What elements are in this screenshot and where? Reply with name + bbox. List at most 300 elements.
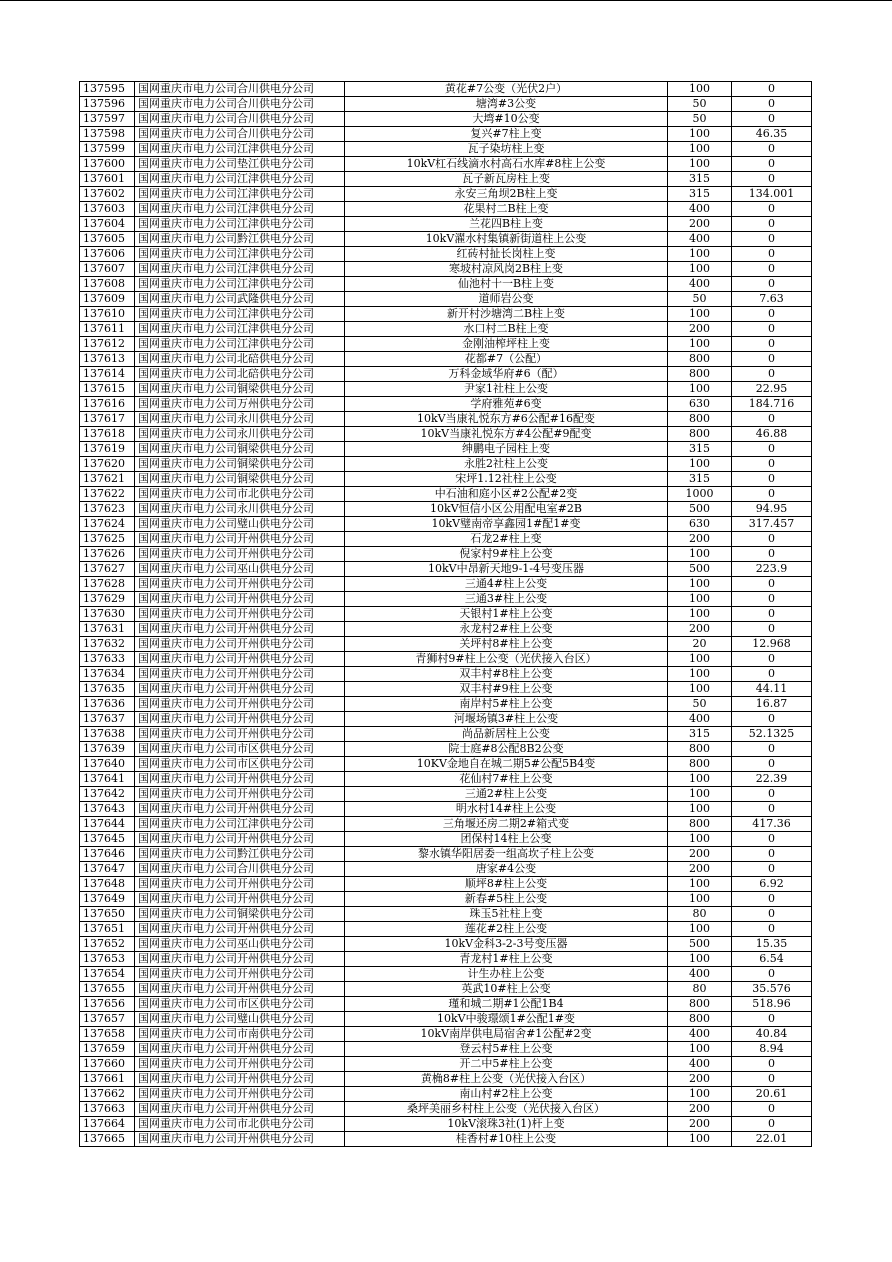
row-id: 137607 bbox=[80, 262, 135, 277]
capacity: 315 bbox=[668, 472, 732, 487]
load-value: 0 bbox=[732, 922, 812, 937]
table-row bbox=[80, 427, 812, 442]
company-name: 国网重庆市电力公司开州供电分公司 bbox=[135, 622, 345, 637]
load-value: 0 bbox=[732, 172, 812, 187]
company-name: 国网重庆市电力公司开州供电分公司 bbox=[135, 952, 345, 967]
transformer-name: 10kV金科3-2-3号变压器 bbox=[345, 937, 668, 952]
load-value: 0 bbox=[732, 202, 812, 217]
table-row bbox=[80, 577, 812, 592]
load-value: 0 bbox=[732, 157, 812, 172]
company-name: 国网重庆市电力公司开州供电分公司 bbox=[135, 1102, 345, 1117]
capacity: 630 bbox=[668, 397, 732, 412]
transformer-name: 倪家村9#柱上公变 bbox=[345, 547, 668, 562]
row-id: 137613 bbox=[80, 352, 135, 367]
company-name: 国网重庆市电力公司开州供电分公司 bbox=[135, 592, 345, 607]
capacity: 100 bbox=[668, 922, 732, 937]
table-row bbox=[80, 712, 812, 727]
capacity: 500 bbox=[668, 937, 732, 952]
load-value: 0 bbox=[732, 667, 812, 682]
table-row bbox=[80, 247, 812, 262]
capacity: 200 bbox=[668, 1117, 732, 1132]
company-name: 国网重庆市电力公司开州供电分公司 bbox=[135, 697, 345, 712]
load-value: 0 bbox=[732, 472, 812, 487]
row-id: 137634 bbox=[80, 667, 135, 682]
capacity: 800 bbox=[668, 742, 732, 757]
capacity: 200 bbox=[668, 532, 732, 547]
capacity: 100 bbox=[668, 667, 732, 682]
row-id: 137650 bbox=[80, 907, 135, 922]
transformer-name: 三通2#柱上公变 bbox=[345, 787, 668, 802]
row-id: 137600 bbox=[80, 157, 135, 172]
load-value: 16.87 bbox=[732, 697, 812, 712]
company-name: 国网重庆市电力公司巫山供电分公司 bbox=[135, 937, 345, 952]
row-id: 137622 bbox=[80, 487, 135, 502]
load-value: 0 bbox=[732, 547, 812, 562]
company-name: 国网重庆市电力公司开州供电分公司 bbox=[135, 1132, 345, 1147]
load-value: 0 bbox=[732, 832, 812, 847]
table-row bbox=[80, 472, 812, 487]
row-id: 137662 bbox=[80, 1087, 135, 1102]
row-id: 137608 bbox=[80, 277, 135, 292]
load-value: 0 bbox=[732, 862, 812, 877]
load-value: 0 bbox=[732, 352, 812, 367]
transformer-name: 瓦子新瓦房柱上变 bbox=[345, 172, 668, 187]
load-value: 22.39 bbox=[732, 772, 812, 787]
row-id: 137618 bbox=[80, 427, 135, 442]
company-name: 国网重庆市电力公司江津供电分公司 bbox=[135, 322, 345, 337]
company-name: 国网重庆市电力公司开州供电分公司 bbox=[135, 787, 345, 802]
capacity: 50 bbox=[668, 112, 732, 127]
load-value: 0 bbox=[732, 1117, 812, 1132]
capacity: 80 bbox=[668, 907, 732, 922]
company-name: 国网重庆市电力公司市北供电分公司 bbox=[135, 487, 345, 502]
transformer-name: 桂香村#10柱上公变 bbox=[345, 1132, 668, 1147]
row-id: 137661 bbox=[80, 1072, 135, 1087]
table-row bbox=[80, 82, 812, 97]
capacity: 400 bbox=[668, 202, 732, 217]
company-name: 国网重庆市电力公司开州供电分公司 bbox=[135, 727, 345, 742]
transformer-name: 水口村二B柱上变 bbox=[345, 322, 668, 337]
table-row bbox=[80, 232, 812, 247]
capacity: 400 bbox=[668, 967, 732, 982]
capacity: 100 bbox=[668, 607, 732, 622]
company-name: 国网重庆市电力公司北碚供电分公司 bbox=[135, 367, 345, 382]
table-row bbox=[80, 892, 812, 907]
row-id: 137626 bbox=[80, 547, 135, 562]
capacity: 500 bbox=[668, 562, 732, 577]
transformer-name: 10kV中骏璟颂1#公配1#变 bbox=[345, 1012, 668, 1027]
table-row bbox=[80, 742, 812, 757]
load-value: 0 bbox=[732, 712, 812, 727]
table-row bbox=[80, 1057, 812, 1072]
row-id: 137643 bbox=[80, 802, 135, 817]
capacity: 200 bbox=[668, 862, 732, 877]
capacity: 100 bbox=[668, 457, 732, 472]
company-name: 国网重庆市电力公司开州供电分公司 bbox=[135, 652, 345, 667]
load-value: 0 bbox=[732, 337, 812, 352]
transformer-name: 桑坪美丽乡村柱上公变（光伏接入台区） bbox=[345, 1102, 668, 1117]
transformer-name: 新春#5柱上公变 bbox=[345, 892, 668, 907]
load-value: 0 bbox=[732, 607, 812, 622]
company-name: 国网重庆市电力公司江津供电分公司 bbox=[135, 307, 345, 322]
capacity: 100 bbox=[668, 877, 732, 892]
table-row bbox=[80, 1042, 812, 1057]
load-value: 22.01 bbox=[732, 1132, 812, 1147]
capacity: 200 bbox=[668, 1102, 732, 1117]
row-id: 137620 bbox=[80, 457, 135, 472]
load-value: 0 bbox=[732, 1012, 812, 1027]
row-id: 137628 bbox=[80, 577, 135, 592]
capacity: 100 bbox=[668, 1042, 732, 1057]
transformer-name: 院士庭#8公配8B2公变 bbox=[345, 742, 668, 757]
row-id: 137654 bbox=[80, 967, 135, 982]
row-id: 137619 bbox=[80, 442, 135, 457]
row-id: 137611 bbox=[80, 322, 135, 337]
company-name: 国网重庆市电力公司江津供电分公司 bbox=[135, 337, 345, 352]
table-row bbox=[80, 187, 812, 202]
table-row bbox=[80, 952, 812, 967]
table-row bbox=[80, 277, 812, 292]
row-id: 137664 bbox=[80, 1117, 135, 1132]
table-row bbox=[80, 442, 812, 457]
load-value: 417.36 bbox=[732, 817, 812, 832]
company-name: 国网重庆市电力公司开州供电分公司 bbox=[135, 892, 345, 907]
table-row bbox=[80, 142, 812, 157]
row-id: 137617 bbox=[80, 412, 135, 427]
load-value: 22.95 bbox=[732, 382, 812, 397]
table-row bbox=[80, 487, 812, 502]
load-value: 0 bbox=[732, 217, 812, 232]
row-id: 137597 bbox=[80, 112, 135, 127]
capacity: 100 bbox=[668, 247, 732, 262]
table-row bbox=[80, 127, 812, 142]
table-row bbox=[80, 322, 812, 337]
capacity: 100 bbox=[668, 142, 732, 157]
transformer-name: 登云村5#柱上公变 bbox=[345, 1042, 668, 1057]
row-id: 137638 bbox=[80, 727, 135, 742]
transformer-name: 宋坪1.12社柱上公变 bbox=[345, 472, 668, 487]
load-value: 15.35 bbox=[732, 937, 812, 952]
transformer-name: 尹家1社柱上公变 bbox=[345, 382, 668, 397]
capacity: 100 bbox=[668, 127, 732, 142]
capacity: 100 bbox=[668, 772, 732, 787]
table-row bbox=[80, 967, 812, 982]
company-name: 国网重庆市电力公司开州供电分公司 bbox=[135, 712, 345, 727]
load-value: 0 bbox=[732, 847, 812, 862]
table-row bbox=[80, 262, 812, 277]
transformer-name: 黄桷8#柱上公变（光伏接入台区） bbox=[345, 1072, 668, 1087]
capacity: 100 bbox=[668, 802, 732, 817]
table-row bbox=[80, 592, 812, 607]
row-id: 137623 bbox=[80, 502, 135, 517]
company-name: 国网重庆市电力公司铜梁供电分公司 bbox=[135, 442, 345, 457]
table-row bbox=[80, 667, 812, 682]
row-id: 137596 bbox=[80, 97, 135, 112]
capacity: 100 bbox=[668, 82, 732, 97]
company-name: 国网重庆市电力公司垫江供电分公司 bbox=[135, 157, 345, 172]
company-name: 国网重庆市电力公司合川供电分公司 bbox=[135, 112, 345, 127]
table-row bbox=[80, 637, 812, 652]
capacity: 100 bbox=[668, 652, 732, 667]
company-name: 国网重庆市电力公司武隆供电分公司 bbox=[135, 292, 345, 307]
company-name: 国网重庆市电力公司开州供电分公司 bbox=[135, 877, 345, 892]
table-row bbox=[80, 562, 812, 577]
load-value: 0 bbox=[732, 367, 812, 382]
load-value: 0 bbox=[732, 652, 812, 667]
capacity: 200 bbox=[668, 1072, 732, 1087]
table-row bbox=[80, 547, 812, 562]
load-value: 6.92 bbox=[732, 877, 812, 892]
row-id: 137612 bbox=[80, 337, 135, 352]
transformer-name: 兰花四B柱上变 bbox=[345, 217, 668, 232]
company-name: 国网重庆市电力公司开州供电分公司 bbox=[135, 967, 345, 982]
load-value: 0 bbox=[732, 757, 812, 772]
table-row bbox=[80, 157, 812, 172]
capacity: 80 bbox=[668, 982, 732, 997]
capacity: 400 bbox=[668, 1057, 732, 1072]
transformer-name: 10KV金地自在城二期5#公配5B4变 bbox=[345, 757, 668, 772]
company-name: 国网重庆市电力公司铜梁供电分公司 bbox=[135, 907, 345, 922]
transformer-name: 珠玉5社柱上变 bbox=[345, 907, 668, 922]
company-name: 国网重庆市电力公司永川供电分公司 bbox=[135, 427, 345, 442]
table-row bbox=[80, 1117, 812, 1132]
capacity: 100 bbox=[668, 157, 732, 172]
company-name: 国网重庆市电力公司市北供电分公司 bbox=[135, 1117, 345, 1132]
company-name: 国网重庆市电力公司开州供电分公司 bbox=[135, 682, 345, 697]
transformer-name: 仙池村十一B柱上变 bbox=[345, 277, 668, 292]
capacity: 100 bbox=[668, 592, 732, 607]
capacity: 50 bbox=[668, 697, 732, 712]
table-row bbox=[80, 652, 812, 667]
company-name: 国网重庆市电力公司万州供电分公司 bbox=[135, 397, 345, 412]
table-row bbox=[80, 517, 812, 532]
company-name: 国网重庆市电力公司市区供电分公司 bbox=[135, 757, 345, 772]
load-value: 20.61 bbox=[732, 1087, 812, 1102]
row-id: 137603 bbox=[80, 202, 135, 217]
load-value: 8.94 bbox=[732, 1042, 812, 1057]
transformer-name: 10kV滚珠3社(1)杆上变 bbox=[345, 1117, 668, 1132]
capacity: 100 bbox=[668, 577, 732, 592]
capacity: 100 bbox=[668, 337, 732, 352]
load-value: 0 bbox=[732, 487, 812, 502]
table-row bbox=[80, 532, 812, 547]
row-id: 137646 bbox=[80, 847, 135, 862]
load-value: 35.576 bbox=[732, 982, 812, 997]
table-row bbox=[80, 217, 812, 232]
company-name: 国网重庆市电力公司江津供电分公司 bbox=[135, 217, 345, 232]
table-row bbox=[80, 457, 812, 472]
row-id: 137630 bbox=[80, 607, 135, 622]
load-value: 0 bbox=[732, 232, 812, 247]
transformer-name: 黄花#7公变（光伏2户） bbox=[345, 82, 668, 97]
company-name: 国网重庆市电力公司开州供电分公司 bbox=[135, 667, 345, 682]
load-value: 12.968 bbox=[732, 637, 812, 652]
company-name: 国网重庆市电力公司江津供电分公司 bbox=[135, 202, 345, 217]
row-id: 137658 bbox=[80, 1027, 135, 1042]
company-name: 国网重庆市电力公司璧山供电分公司 bbox=[135, 517, 345, 532]
capacity: 100 bbox=[668, 547, 732, 562]
load-value: 0 bbox=[732, 892, 812, 907]
load-value: 44.11 bbox=[732, 682, 812, 697]
table-row bbox=[80, 307, 812, 322]
row-id: 137636 bbox=[80, 697, 135, 712]
table-row bbox=[80, 337, 812, 352]
table-row bbox=[80, 502, 812, 517]
table-row bbox=[80, 922, 812, 937]
row-id: 137642 bbox=[80, 787, 135, 802]
transformer-name: 青狮村9#柱上公变（光伏接入台区） bbox=[345, 652, 668, 667]
company-name: 国网重庆市电力公司合川供电分公司 bbox=[135, 82, 345, 97]
capacity: 800 bbox=[668, 817, 732, 832]
load-value: 6.54 bbox=[732, 952, 812, 967]
row-id: 137635 bbox=[80, 682, 135, 697]
capacity: 20 bbox=[668, 637, 732, 652]
company-name: 国网重庆市电力公司开州供电分公司 bbox=[135, 532, 345, 547]
load-value: 0 bbox=[732, 742, 812, 757]
row-id: 137653 bbox=[80, 952, 135, 967]
company-name: 国网重庆市电力公司铜梁供电分公司 bbox=[135, 457, 345, 472]
company-name: 国网重庆市电力公司开州供电分公司 bbox=[135, 922, 345, 937]
row-id: 137621 bbox=[80, 472, 135, 487]
capacity: 315 bbox=[668, 727, 732, 742]
transformer-name: 10kV当康礼悦东方#6公配#16配变 bbox=[345, 412, 668, 427]
table-row bbox=[80, 412, 812, 427]
row-id: 137625 bbox=[80, 532, 135, 547]
load-value: 0 bbox=[732, 1102, 812, 1117]
transformer-name: 计生办柱上公变 bbox=[345, 967, 668, 982]
transformer-name: 万科金域华府#6（配） bbox=[345, 367, 668, 382]
capacity: 315 bbox=[668, 442, 732, 457]
load-value: 0 bbox=[732, 142, 812, 157]
company-name: 国网重庆市电力公司开州供电分公司 bbox=[135, 547, 345, 562]
transformer-name: 三通4#柱上公变 bbox=[345, 577, 668, 592]
row-id: 137656 bbox=[80, 997, 135, 1012]
capacity: 800 bbox=[668, 427, 732, 442]
load-value: 0 bbox=[732, 1057, 812, 1072]
table-row bbox=[80, 817, 812, 832]
load-value: 40.84 bbox=[732, 1027, 812, 1042]
load-value: 184.716 bbox=[732, 397, 812, 412]
transformer-name: 石龙2#柱上变 bbox=[345, 532, 668, 547]
transformer-name: 新开村沙塘湾二B柱上变 bbox=[345, 307, 668, 322]
transformer-name: 10kV璧南帝享鑫园1#配1#变 bbox=[345, 517, 668, 532]
capacity: 800 bbox=[668, 412, 732, 427]
row-id: 137606 bbox=[80, 247, 135, 262]
page-top-rule bbox=[0, 0, 892, 1]
transformer-name: 瑾和城二期#1公配1B4 bbox=[345, 997, 668, 1012]
capacity: 800 bbox=[668, 997, 732, 1012]
company-name: 国网重庆市电力公司江津供电分公司 bbox=[135, 277, 345, 292]
transformer-name: 塘湾#3公变 bbox=[345, 97, 668, 112]
row-id: 137602 bbox=[80, 187, 135, 202]
table-row bbox=[80, 862, 812, 877]
capacity: 50 bbox=[668, 292, 732, 307]
transformer-name: 绅鹏电子园柱上变 bbox=[345, 442, 668, 457]
company-name: 国网重庆市电力公司江津供电分公司 bbox=[135, 262, 345, 277]
company-name: 国网重庆市电力公司江津供电分公司 bbox=[135, 247, 345, 262]
load-value: 94.95 bbox=[732, 502, 812, 517]
table-body bbox=[80, 82, 812, 1147]
transformer-name: 10kV濯水村集镇新街道柱上公变 bbox=[345, 232, 668, 247]
load-value: 0 bbox=[732, 592, 812, 607]
row-id: 137631 bbox=[80, 622, 135, 637]
capacity: 400 bbox=[668, 712, 732, 727]
table-row bbox=[80, 1012, 812, 1027]
company-name: 国网重庆市电力公司开州供电分公司 bbox=[135, 607, 345, 622]
table-row bbox=[80, 697, 812, 712]
load-value: 0 bbox=[732, 112, 812, 127]
capacity: 100 bbox=[668, 952, 732, 967]
capacity: 200 bbox=[668, 622, 732, 637]
row-id: 137660 bbox=[80, 1057, 135, 1072]
row-id: 137614 bbox=[80, 367, 135, 382]
row-id: 137651 bbox=[80, 922, 135, 937]
table-row bbox=[80, 1087, 812, 1102]
transformer-name: 顺坪8#柱上公变 bbox=[345, 877, 668, 892]
row-id: 137601 bbox=[80, 172, 135, 187]
capacity: 100 bbox=[668, 1132, 732, 1147]
load-value: 0 bbox=[732, 907, 812, 922]
table-row bbox=[80, 367, 812, 382]
load-value: 0 bbox=[732, 577, 812, 592]
company-name: 国网重庆市电力公司江津供电分公司 bbox=[135, 142, 345, 157]
transformer-name: 双丰村#9柱上公变 bbox=[345, 682, 668, 697]
company-name: 国网重庆市电力公司江津供电分公司 bbox=[135, 187, 345, 202]
capacity: 800 bbox=[668, 367, 732, 382]
table-row bbox=[80, 397, 812, 412]
company-name: 国网重庆市电力公司璧山供电分公司 bbox=[135, 1012, 345, 1027]
transformer-name: 英武10#柱上公变 bbox=[345, 982, 668, 997]
table-row bbox=[80, 832, 812, 847]
row-id: 137640 bbox=[80, 757, 135, 772]
transformer-name: 花仙村7#柱上公变 bbox=[345, 772, 668, 787]
capacity: 315 bbox=[668, 172, 732, 187]
transformer-name: 红砖村扯长岗柱上变 bbox=[345, 247, 668, 262]
transformer-name: 10kV恒信小区公用配电室#2B bbox=[345, 502, 668, 517]
transformer-name: 天银村1#柱上公变 bbox=[345, 607, 668, 622]
load-value: 0 bbox=[732, 802, 812, 817]
table-row bbox=[80, 727, 812, 742]
load-value: 46.35 bbox=[732, 127, 812, 142]
load-value: 0 bbox=[732, 277, 812, 292]
transformer-name: 三通3#柱上公变 bbox=[345, 592, 668, 607]
table-row bbox=[80, 937, 812, 952]
transformer-name: 三角堰还房二期2#箱式变 bbox=[345, 817, 668, 832]
table-row bbox=[80, 1027, 812, 1042]
transformer-name: 大塆#10公变 bbox=[345, 112, 668, 127]
table-row bbox=[80, 907, 812, 922]
capacity: 800 bbox=[668, 757, 732, 772]
capacity: 100 bbox=[668, 682, 732, 697]
transformer-name: 黎水镇华阳居委一组高坎子柱上公变 bbox=[345, 847, 668, 862]
table-row bbox=[80, 112, 812, 127]
capacity: 800 bbox=[668, 1012, 732, 1027]
table-row bbox=[80, 802, 812, 817]
company-name: 国网重庆市电力公司黔江供电分公司 bbox=[135, 232, 345, 247]
table-row bbox=[80, 877, 812, 892]
company-name: 国网重庆市电力公司开州供电分公司 bbox=[135, 577, 345, 592]
company-name: 国网重庆市电力公司开州供电分公司 bbox=[135, 982, 345, 997]
load-value: 0 bbox=[732, 787, 812, 802]
table-row bbox=[80, 1132, 812, 1147]
row-id: 137627 bbox=[80, 562, 135, 577]
transformer-name: 10kV中昂新天地9-1-4号变压器 bbox=[345, 562, 668, 577]
company-name: 国网重庆市电力公司江津供电分公司 bbox=[135, 817, 345, 832]
table-row bbox=[80, 847, 812, 862]
table-row bbox=[80, 382, 812, 397]
row-id: 137605 bbox=[80, 232, 135, 247]
capacity: 630 bbox=[668, 517, 732, 532]
